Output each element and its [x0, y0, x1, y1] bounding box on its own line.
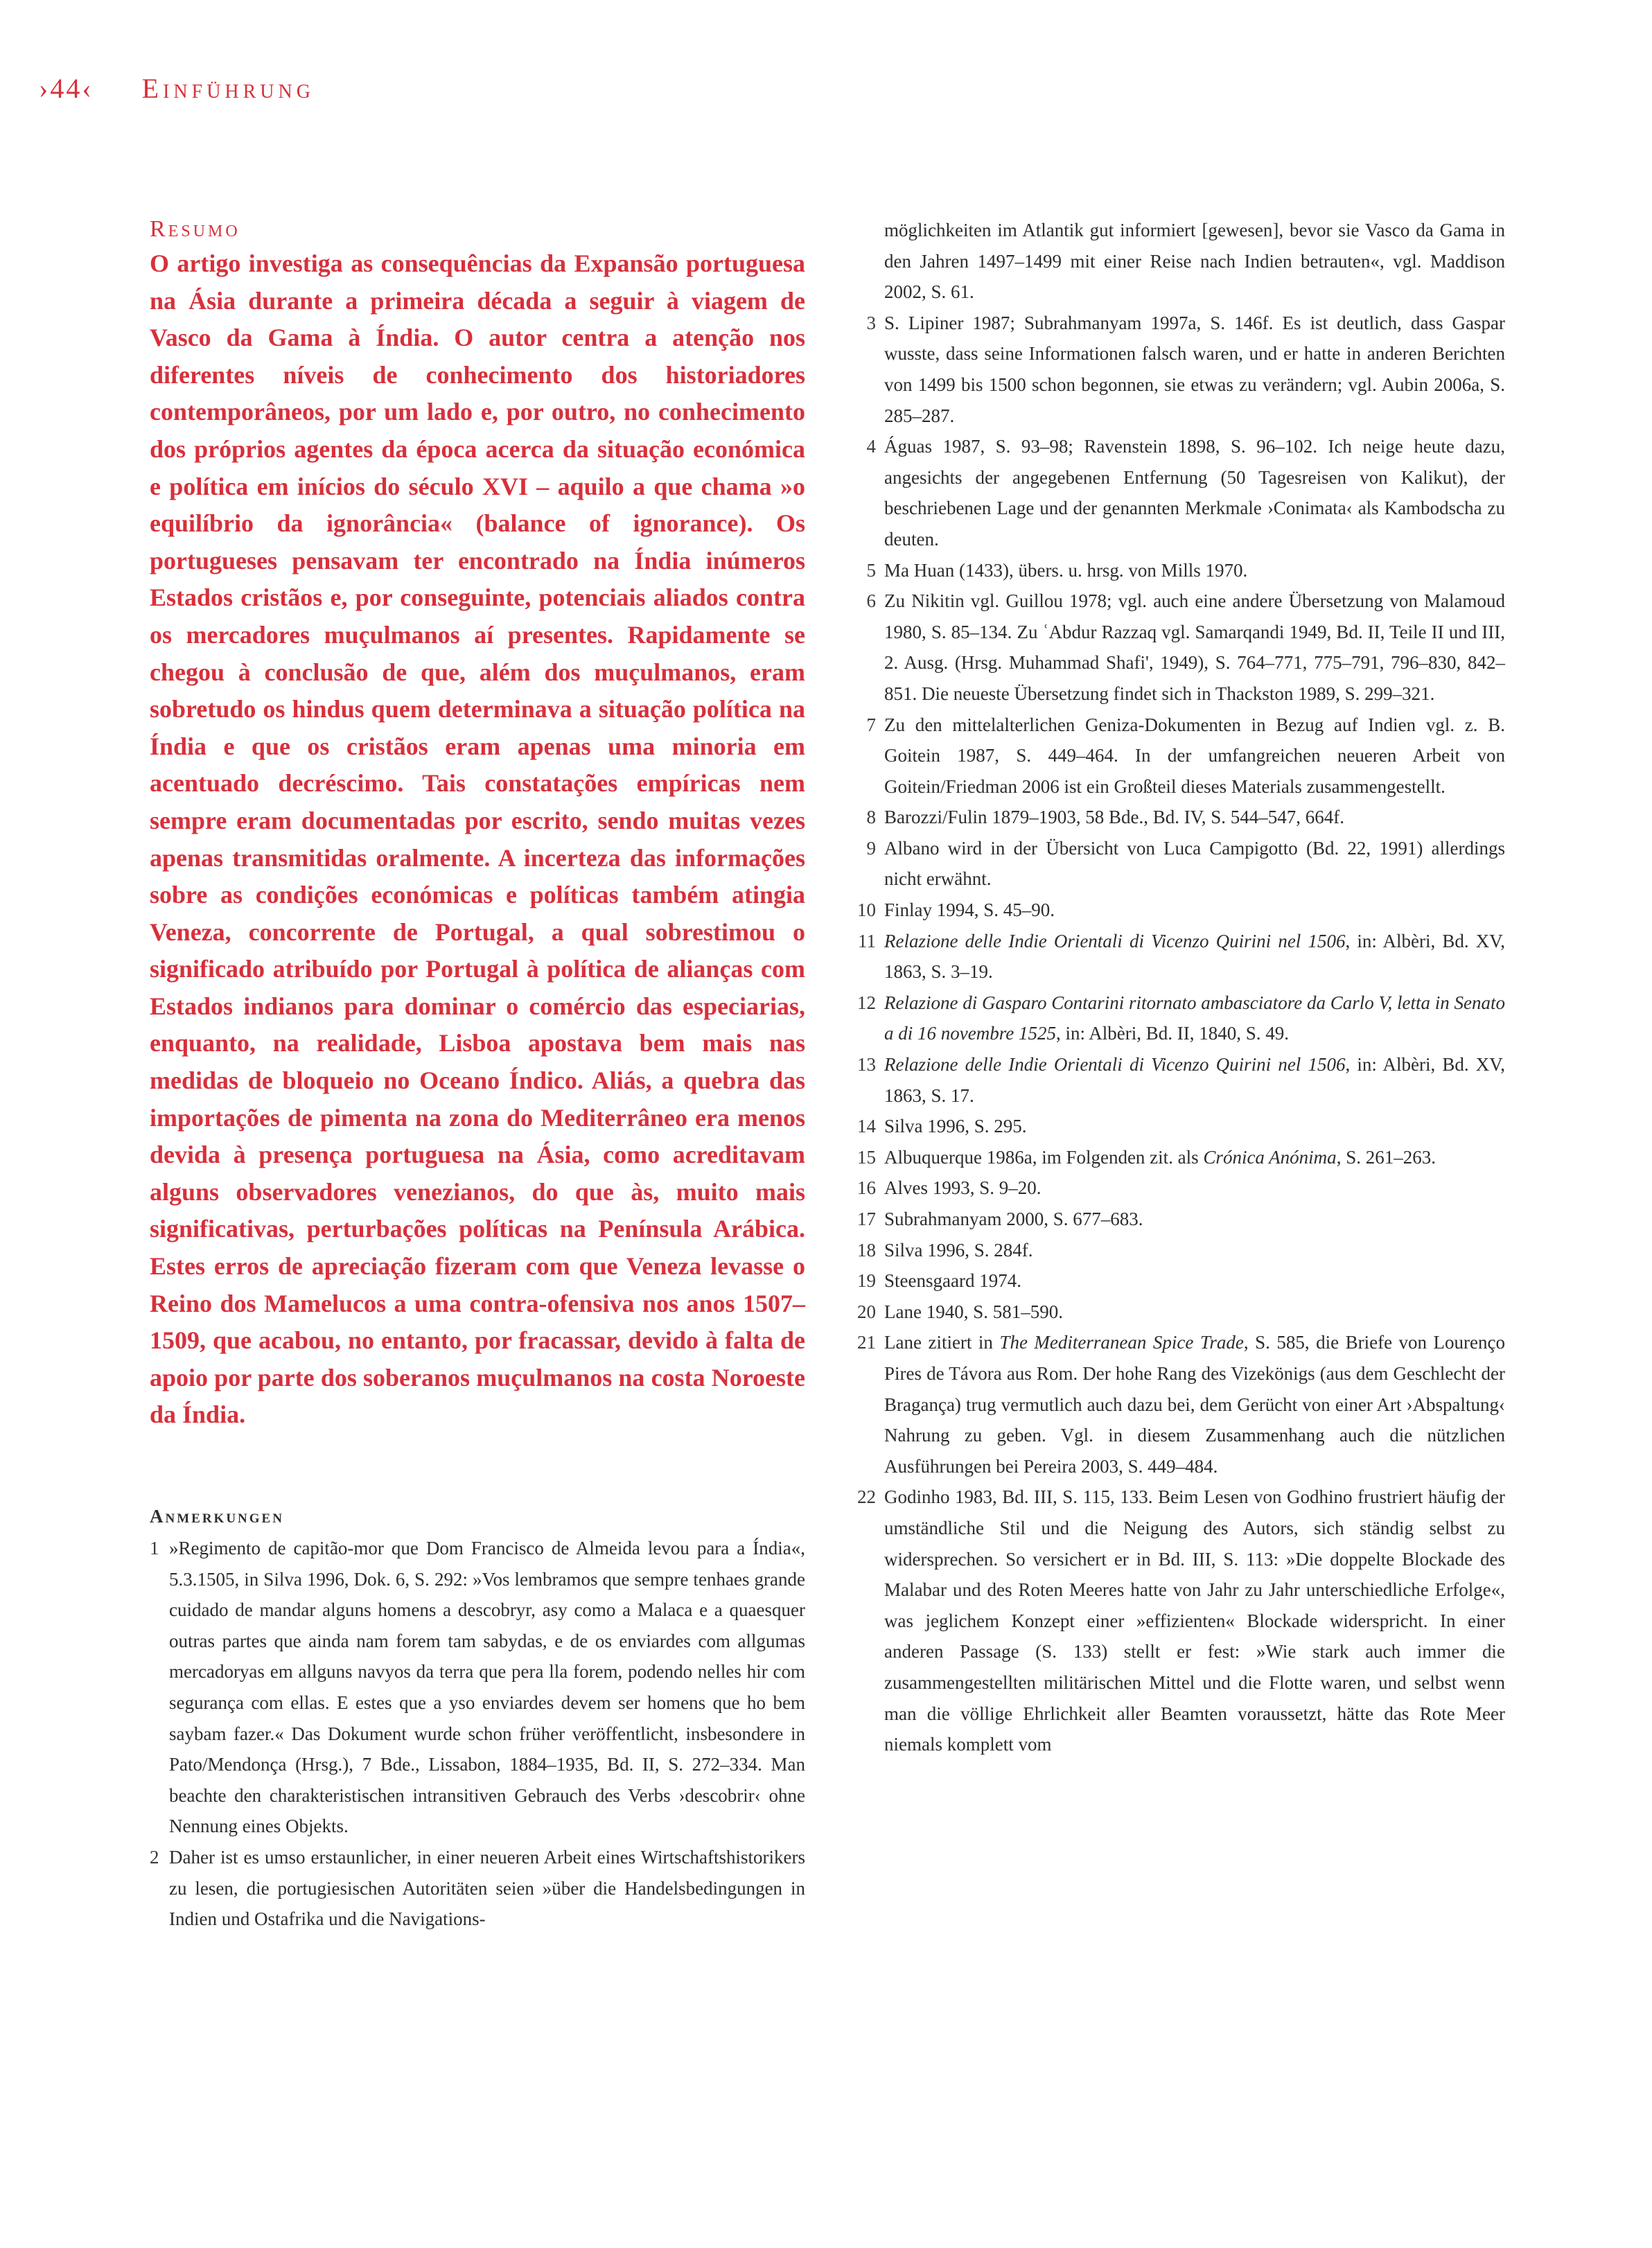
- running-header: [39, 72, 315, 105]
- note-text: S. Lipiner 1987; Subrahmanyam 1997a, S. 146f. Es ist deutlich, dass Gaspar wusste, dass seine Informationen falsch waren, und er hatte in anderen Berichten von 1499 bis 1500 schon begonnen, sie etwas zu verändern; vgl. Aubin 2006a, S. 285–287.: [884, 312, 1505, 426]
- note-text: Daher ist es umso erstaunlicher, in einer neueren Arbeit eines Wirtschaftshistorikers zu lesen, die portugiesischen Autoritäten seien »über die Handelsbedingungen in Indien und Ostafrika und die Navigations-: [169, 1846, 805, 1930]
- note-item: [854, 802, 1505, 833]
- note-item: [854, 926, 1505, 987]
- note-number: 18: [857, 1239, 876, 1261]
- note-item: [854, 895, 1505, 926]
- note-number: 20: [857, 1301, 876, 1322]
- right-column: [854, 215, 1505, 1760]
- note-number: 15: [857, 1146, 876, 1168]
- note-item: [854, 431, 1505, 554]
- note-text: möglichkeiten im Atlantik gut informiert [gewesen], bevor sie Vasco da Gama in den Jahren 1497–1499 mit einer Reise nach Indien betrauten«, vgl. Maddison 2002, S. 61.: [884, 220, 1505, 303]
- left-column: [150, 216, 805, 1935]
- note-item: [854, 1327, 1505, 1482]
- note-italic-title: Relazione delle Indie Orientali di Vicenzo Quirini nel 1506: [884, 930, 1346, 951]
- note-number: 19: [857, 1270, 876, 1292]
- note-item: [854, 1111, 1505, 1142]
- note-item: [854, 1482, 1505, 1759]
- note-text: Alves 1993, S. 9–20.: [884, 1177, 1042, 1199]
- note-text: Ma Huan (1433), übers. u. hrsg. von Mills 1970.: [884, 559, 1248, 581]
- note-item: [854, 833, 1505, 895]
- note-item: [150, 1842, 805, 1935]
- note-text: Steensgaard 1974.: [884, 1270, 1021, 1292]
- note-text: Lane 1940, S. 581–590.: [884, 1301, 1063, 1322]
- note-number: 16: [857, 1177, 876, 1199]
- note-item: [854, 1204, 1505, 1235]
- resumo-body: O artigo investiga as consequências da Expansão portuguesa na Ásia durante a primeira década a seguir à viagem de Vasco da Gama à Índia. O autor centra a atenção nos diferentes níveis de conhecimento dos historiadores contemporâneos, por um lado e, por outro, no conhecimento dos próprios agentes da época acerca da situação económica e política em inícios do século XVI – aquilo a que chama »o equilíbrio da ignorância« (balance of ignorance). Os portugueses pensavam ter encontrado na Índia inúmeros Estados cristãos e, por conseguinte, potenciais aliados contra os mercadores muçulmanos aí presentes. Rapidamente se chegou à conclusão de que, além dos muçulmanos, eram sobretudo os hindus quem determinava a situação política na Índia e que os cristãos eram apenas uma minoria em acentuado decréscimo. Tais constatações empíricas nem sempre eram documentadas por escrito, sendo muitas vezes apenas transmitidas oralmente. A incerteza das informações sobre as condições económicas e políticas também atingia Veneza, concorrente de Portugal, a qual sobrestimou o significado atribuído por Portugal à política de alianças com Estados indianos para dominar o comércio das especiarias, enquanto, na realidade, Lisboa apostava bem mais nas medidas de bloqueio no Oceano Índico. Aliás, a quebra das importações de pimenta na zona do Mediterrâneo era menos devida à presença portuguesa na Ásia, como acreditavam alguns observadores venezianos, do que às, muito mais significativas, perturbações políticas na Península Arábica. Estes erros de apreciação fizeram com que Veneza levasse o Reino dos Mamelucos a uma contra-ofensiva nos anos 1507–1509, que acabou, no entanto, por fracassar, devido à falta de apoio por parte dos soberanos muçulmanos na costa Noroeste da Índia.: [150, 249, 805, 1429]
- note-number: 3: [866, 312, 876, 333]
- note-text: Albuquerque 1986a, im Folgenden zit. als: [884, 1146, 1204, 1168]
- note-number: 12: [857, 992, 876, 1013]
- note-continuation: [854, 215, 1505, 308]
- note-item: [854, 1142, 1505, 1173]
- note-text: Finlay 1994, S. 45–90.: [884, 899, 1055, 921]
- note-number: 6: [866, 590, 876, 612]
- note-italic-title: Relazione delle Indie Orientali di Vicenzo Quirini nel 1506: [884, 1054, 1346, 1075]
- note-number: 2: [150, 1846, 159, 1868]
- note-item: [854, 710, 1505, 802]
- page-number: ›44‹: [39, 73, 94, 104]
- note-text: Lane zitiert in: [884, 1332, 1000, 1353]
- note-number: 4: [866, 436, 876, 457]
- note-number: 10: [857, 899, 876, 921]
- notes-list-left: [150, 1533, 805, 1935]
- note-item: [854, 308, 1505, 431]
- note-number: 1: [150, 1538, 159, 1558]
- note-item: [854, 1173, 1505, 1204]
- note-number: 21: [857, 1332, 876, 1353]
- note-text: , in: Albèri, Bd. XV, 1863, S. 3–19.: [884, 930, 1505, 983]
- note-item: [150, 1533, 805, 1842]
- note-item: [854, 1297, 1505, 1328]
- note-item: [854, 555, 1505, 586]
- note-text: , S. 261–263.: [1336, 1146, 1436, 1168]
- note-text: , in: Albèri, Bd. XV, 1863, S. 17.: [884, 1054, 1505, 1106]
- note-italic-title: Crónica Anónima: [1203, 1146, 1337, 1168]
- note-item: [854, 586, 1505, 709]
- note-number: 8: [866, 807, 876, 828]
- notes-heading: Anmerkungen: [150, 1506, 284, 1527]
- note-text: , S. 585, die Briefe von Lourenço Pires de Távora aus Rom. Der hohe Rang des Vizekönigs (aus dem Geschlecht der Bragança) trug vermutlich auch dazu bei, dem Gerücht von einer Art ›Abspaltung‹ Nahrung zu geben. Vgl. in diesem Zusammenhang auch die nützlichen Ausführungen bei Pereira 2003, S. 449–484.: [884, 1332, 1505, 1477]
- note-item: [854, 1265, 1505, 1297]
- note-text: Águas 1987, S. 93–98; Ravenstein 1898, S. 96–102. Ich neige heute dazu, angesichts der angegebenen Entfernung (50 Tagesreisen von Kalikut), der beschriebenen Lage und der genannten Merkmale ›Conimata‹ als Kambodscha zu deuten.: [884, 436, 1505, 550]
- notes-list-right: [854, 215, 1505, 1760]
- note-number: 14: [857, 1116, 876, 1137]
- note-italic-title: The Mediterranean Spice Trade: [999, 1332, 1244, 1353]
- note-text: Silva 1996, S. 295.: [884, 1116, 1027, 1137]
- note-text: »Regimento de capitão-mor que Dom Francisco de Almeida levou para a Índia«, 5.3.1505, in Silva 1996, Dok. 6, S. 292: »Vos lembramos que sempre tenhaes grande cuidado de mandar alguns homens a descobryr, asy como a Malaca e a quaesquer outras partes que ainda nam forem tam sabydas, e de os enviardes com allgumas mercadoryas em allguns navyos da terra que pera lla forem, podendo nelles hir com segurança com ellas. E estes que a yso enviardes devem ser homens que ho bem saybam fazer.« Das Dokument wurde schon früher veröffentlicht, insbesondere in Pato/Mendonça (Hrsg.), 7 Bde., Lissabon, 1884–1935, Bd. II, S. 272–334. Man beachte den charakteristischen intransitiven Gebrauch des Verbs ›descobrir‹ ohne Nennung eines Objekts.: [169, 1538, 805, 1837]
- note-text: Subrahmanyam 2000, S. 677–683.: [884, 1209, 1143, 1229]
- resumo-heading: Resumo: [150, 216, 240, 242]
- note-number: 11: [858, 930, 876, 951]
- note-text: Zu den mittelalterlichen Geniza-Dokumenten in Bezug auf Indien vgl. z. B. Goitein 1987, S. 449–464. In der umfangreichen neueren Arbeit von Goitein/Friedman 2006 ist ein Großteil dieses Materials zusammengestellt.: [884, 714, 1505, 797]
- note-number: 22: [857, 1486, 876, 1508]
- note-text: Albano wird in der Übersicht von Luca Campigotto (Bd. 22, 1991) allerdings nicht erwähnt.: [884, 837, 1505, 890]
- note-text: Godinho 1983, Bd. III, S. 115, 133. Beim Lesen von Godhino frustriert häufig der umständliche Stil und die Neigung des Autors, sich ständig selbst zu widersprechen. So versichert er in Bd. III, S. 113: »Die doppelte Blockade des Malabar und des Roten Meeres hatte von Jahr zu Jahr unterschiedliche Erfolge«, was jeglichem Konzept einer »effizienten« Blockade widerspricht. In einer anderen Passage (S. 133) stellt er fest: »Wie stark auch immer die zusammengestellten militärischen Mittel und die Flotte waren, und selbst wenn man die völlige Ehrlichkeit aller Beamten voraussetzt, hätte das Rote Meer niemals komplett vom: [884, 1486, 1505, 1755]
- note-number: 17: [857, 1209, 876, 1229]
- note-text: , in: Albèri, Bd. II, 1840, S. 49.: [1055, 1023, 1289, 1044]
- note-number: 5: [866, 559, 876, 581]
- note-number: 9: [866, 837, 876, 859]
- note-text: Zu Nikitin vgl. Guillou 1978; vgl. auch eine andere Übersetzung von Malamoud 1980, S. 85–134. Zu ʿAbdur Razzaq vgl. Samarqandi 1949, Bd. II, Teile II und III, 2. Ausg. (Hrsg. Muhammad Shafi', 1949), S. 764–771, 775–791, 796–830, 842–851. Die neueste Übersetzung findet sich in Thackston 1989, S. 299–321.: [884, 590, 1505, 704]
- running-title: Einführung: [141, 73, 315, 104]
- note-item: [854, 1235, 1505, 1266]
- note-number: 7: [866, 714, 876, 735]
- note-text: Silva 1996, S. 284f.: [884, 1239, 1033, 1261]
- note-italic-title: Relazione di Gasparo Contarini ritornato ambasciatore da Carlo V, letta in Senato a di 16 novembre 1525: [884, 992, 1506, 1044]
- note-item: [854, 987, 1505, 1049]
- note-item: [854, 1049, 1505, 1111]
- note-text: Barozzi/Fulin 1879–1903, 58 Bde., Bd. IV, S. 544–547, 664f.: [884, 807, 1344, 828]
- note-number: 13: [857, 1054, 876, 1075]
